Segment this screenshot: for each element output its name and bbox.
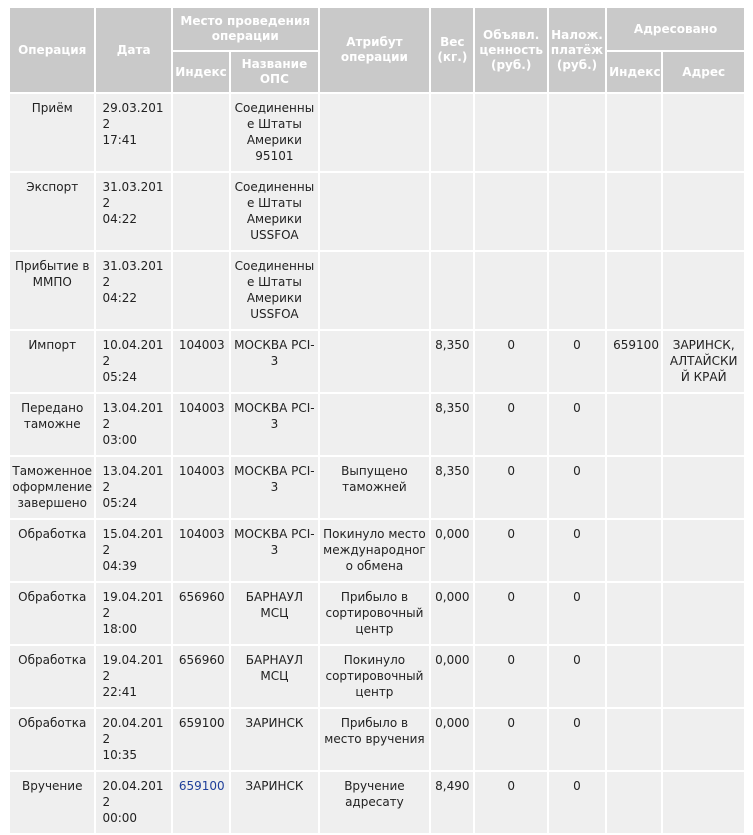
addr-address-cell bbox=[663, 520, 744, 581]
date-value: 20.04.2012 bbox=[102, 716, 164, 746]
operation-cell: Обработка bbox=[10, 583, 94, 644]
date-cell bbox=[96, 709, 170, 770]
header-operation: Операция bbox=[10, 8, 94, 92]
date-value: 31.03.2012 bbox=[102, 180, 164, 210]
addr-address-cell: ЗАРИНСК, АЛТАЙСКИЙ КРАЙ bbox=[663, 331, 744, 392]
declared-value-cell: 0 bbox=[475, 646, 546, 707]
header-date: Дата bbox=[96, 8, 170, 92]
cod-cell: 0 bbox=[549, 520, 605, 581]
operation-cell: Передано таможне bbox=[10, 394, 94, 455]
header-attribute: Атрибут операции bbox=[320, 8, 430, 92]
operation-cell: Экспорт bbox=[10, 173, 94, 250]
attribute-cell: Прибыло в место вручения bbox=[320, 709, 430, 770]
table-row bbox=[10, 173, 744, 250]
header-row-1 bbox=[10, 8, 744, 50]
index-cell: 104003 bbox=[173, 457, 229, 518]
tracking-rows bbox=[10, 94, 744, 833]
weight-cell: 0,000 bbox=[431, 709, 473, 770]
addr-index-cell bbox=[607, 394, 661, 455]
table-row bbox=[10, 331, 744, 392]
weight-cell: 8,350 bbox=[431, 457, 473, 518]
operation-cell: Импорт bbox=[10, 331, 94, 392]
post-office-index-link[interactable]: 659100 bbox=[178, 779, 225, 793]
header-place: Место проведения операции bbox=[173, 8, 318, 50]
declared-value-cell: 0 bbox=[475, 772, 546, 833]
date-value: 13.04.2012 bbox=[102, 401, 164, 431]
date-value: 19.04.2012 bbox=[102, 590, 164, 620]
date-value: 15.04.2012 bbox=[102, 527, 164, 557]
weight-cell: 8,350 bbox=[431, 394, 473, 455]
addr-address-cell bbox=[663, 583, 744, 644]
date-value: 10.04.2012 bbox=[102, 338, 164, 368]
declared-value-cell: 0 bbox=[475, 709, 546, 770]
cod-cell bbox=[549, 173, 605, 250]
attribute-cell: Прибыло в сортировочный центр bbox=[320, 583, 430, 644]
cod-cell bbox=[549, 252, 605, 329]
table-row bbox=[10, 772, 744, 833]
ops-name-cell: БАРНАУЛ МСЦ bbox=[231, 583, 317, 644]
declared-value-cell: 0 bbox=[475, 583, 546, 644]
time-value: 03:00 bbox=[102, 433, 138, 447]
time-value: 17:41 bbox=[102, 133, 138, 147]
table-row bbox=[10, 252, 744, 329]
weight-cell: 0,000 bbox=[431, 646, 473, 707]
attribute-cell bbox=[320, 331, 430, 392]
header-addr-address: Адрес bbox=[663, 52, 744, 92]
weight-cell: 0,000 bbox=[431, 583, 473, 644]
ops-name-cell: ЗАРИНСК bbox=[231, 709, 317, 770]
index-cell: 659100 bbox=[173, 709, 229, 770]
cod-cell: 0 bbox=[549, 457, 605, 518]
operation-cell: Обработка bbox=[10, 520, 94, 581]
declared-value-cell: 0 bbox=[475, 457, 546, 518]
table-row bbox=[10, 646, 744, 707]
cod-cell: 0 bbox=[549, 331, 605, 392]
addr-index-cell: 659100 bbox=[607, 331, 661, 392]
declared-value-cell: 0 bbox=[475, 331, 546, 392]
index-cell bbox=[173, 252, 229, 329]
cod-cell: 0 bbox=[549, 394, 605, 455]
operation-cell: Прибытие в ММПО bbox=[10, 252, 94, 329]
addr-index-cell bbox=[607, 646, 661, 707]
index-cell: 656960 bbox=[173, 646, 229, 707]
addr-index-cell bbox=[607, 252, 661, 329]
date-cell bbox=[96, 520, 170, 581]
cod-cell: 0 bbox=[549, 583, 605, 644]
index-cell: 104003 bbox=[173, 520, 229, 581]
time-value: 04:22 bbox=[102, 291, 138, 305]
attribute-cell: Покинуло сортировочный центр bbox=[320, 646, 430, 707]
addr-index-cell bbox=[607, 457, 661, 518]
attribute-cell bbox=[320, 173, 430, 250]
time-value: 05:24 bbox=[102, 496, 138, 510]
header-declared-value: Объявл. ценность (руб.) bbox=[475, 8, 546, 92]
index-cell: 104003 bbox=[173, 394, 229, 455]
addr-address-cell bbox=[663, 94, 744, 171]
ops-name-cell: Соединенные Штаты Америки USSFOA bbox=[231, 252, 317, 329]
cod-cell: 0 bbox=[549, 646, 605, 707]
operation-cell: Приём bbox=[10, 94, 94, 171]
cod-cell bbox=[549, 94, 605, 171]
time-value: 04:22 bbox=[102, 212, 138, 226]
date-value: 29.03.2012 bbox=[102, 101, 164, 131]
date-cell bbox=[96, 583, 170, 644]
declared-value-cell: 0 bbox=[475, 394, 546, 455]
declared-value-cell bbox=[475, 252, 546, 329]
table-row bbox=[10, 457, 744, 518]
date-cell bbox=[96, 772, 170, 833]
time-value: 22:41 bbox=[102, 685, 138, 699]
operation-cell: Обработка bbox=[10, 646, 94, 707]
addr-address-cell bbox=[663, 646, 744, 707]
header-weight: Вес (кг.) bbox=[431, 8, 473, 92]
declared-value-cell: 0 bbox=[475, 520, 546, 581]
date-value: 19.04.2012 bbox=[102, 653, 164, 683]
attribute-cell: Покинуло место международного обмена bbox=[320, 520, 430, 581]
tracking-table bbox=[8, 6, 746, 835]
table-row bbox=[10, 583, 744, 644]
time-value: 00:00 bbox=[102, 811, 138, 825]
date-cell bbox=[96, 457, 170, 518]
addr-index-cell bbox=[607, 173, 661, 250]
date-cell bbox=[96, 646, 170, 707]
time-value: 10:35 bbox=[102, 748, 138, 762]
ops-name-cell: Соединенные Штаты Америки 95101 bbox=[231, 94, 317, 171]
attribute-cell bbox=[320, 94, 430, 171]
addr-index-cell bbox=[607, 772, 661, 833]
addr-index-cell bbox=[607, 520, 661, 581]
weight-cell: 8,490 bbox=[431, 772, 473, 833]
header-place-name: Название ОПС bbox=[231, 52, 317, 92]
index-cell bbox=[173, 173, 229, 250]
addr-address-cell bbox=[663, 252, 744, 329]
declared-value-cell bbox=[475, 173, 546, 250]
table-row bbox=[10, 94, 744, 171]
date-cell bbox=[96, 252, 170, 329]
table-row bbox=[10, 394, 744, 455]
ops-name-cell: МОСКВА PCI-3 bbox=[231, 457, 317, 518]
ops-name-cell: МОСКВА PCI-3 bbox=[231, 394, 317, 455]
ops-name-cell: БАРНАУЛ МСЦ bbox=[231, 646, 317, 707]
date-cell bbox=[96, 173, 170, 250]
index-cell: 656960 bbox=[173, 583, 229, 644]
time-value: 05:24 bbox=[102, 370, 138, 384]
ops-name-cell: ЗАРИНСК bbox=[231, 772, 317, 833]
table-row bbox=[10, 709, 744, 770]
time-value: 18:00 bbox=[102, 622, 138, 636]
ops-name-cell: Соединенные Штаты Америки USSFOA bbox=[231, 173, 317, 250]
addr-index-cell bbox=[607, 709, 661, 770]
date-cell bbox=[96, 94, 170, 171]
time-value: 04:39 bbox=[102, 559, 138, 573]
addr-index-cell bbox=[607, 583, 661, 644]
addr-address-cell bbox=[663, 173, 744, 250]
attribute-cell bbox=[320, 252, 430, 329]
index-cell bbox=[173, 772, 229, 833]
addr-address-cell bbox=[663, 709, 744, 770]
weight-cell bbox=[431, 94, 473, 171]
addr-address-cell bbox=[663, 457, 744, 518]
weight-cell bbox=[431, 173, 473, 250]
operation-cell: Вручение bbox=[10, 772, 94, 833]
ops-name-cell: МОСКВА PCI-3 bbox=[231, 520, 317, 581]
cod-cell: 0 bbox=[549, 772, 605, 833]
header-place-index: Индекс bbox=[173, 52, 229, 92]
attribute-cell: Вручение адресату bbox=[320, 772, 430, 833]
attribute-cell: Выпущено таможней bbox=[320, 457, 430, 518]
addr-index-cell bbox=[607, 94, 661, 171]
header-cod: Налож. платёж (руб.) bbox=[549, 8, 605, 92]
operation-cell: Таможенное оформление завершено bbox=[10, 457, 94, 518]
ops-name-cell: МОСКВА PCI-3 bbox=[231, 331, 317, 392]
attribute-cell bbox=[320, 394, 430, 455]
date-value: 31.03.2012 bbox=[102, 259, 164, 289]
date-cell bbox=[96, 331, 170, 392]
date-cell bbox=[96, 394, 170, 455]
index-cell bbox=[173, 94, 229, 171]
weight-cell: 0,000 bbox=[431, 520, 473, 581]
header-addr-index: Индекс bbox=[607, 52, 661, 92]
addr-address-cell bbox=[663, 772, 744, 833]
date-value: 13.04.2012 bbox=[102, 464, 164, 494]
cod-cell: 0 bbox=[549, 709, 605, 770]
weight-cell: 8,350 bbox=[431, 331, 473, 392]
index-cell: 104003 bbox=[173, 331, 229, 392]
addr-address-cell bbox=[663, 394, 744, 455]
date-value: 20.04.2012 bbox=[102, 779, 164, 809]
weight-cell bbox=[431, 252, 473, 329]
declared-value-cell bbox=[475, 94, 546, 171]
header-addressed: Адресовано bbox=[607, 8, 744, 50]
operation-cell: Обработка bbox=[10, 709, 94, 770]
table-row bbox=[10, 520, 744, 581]
